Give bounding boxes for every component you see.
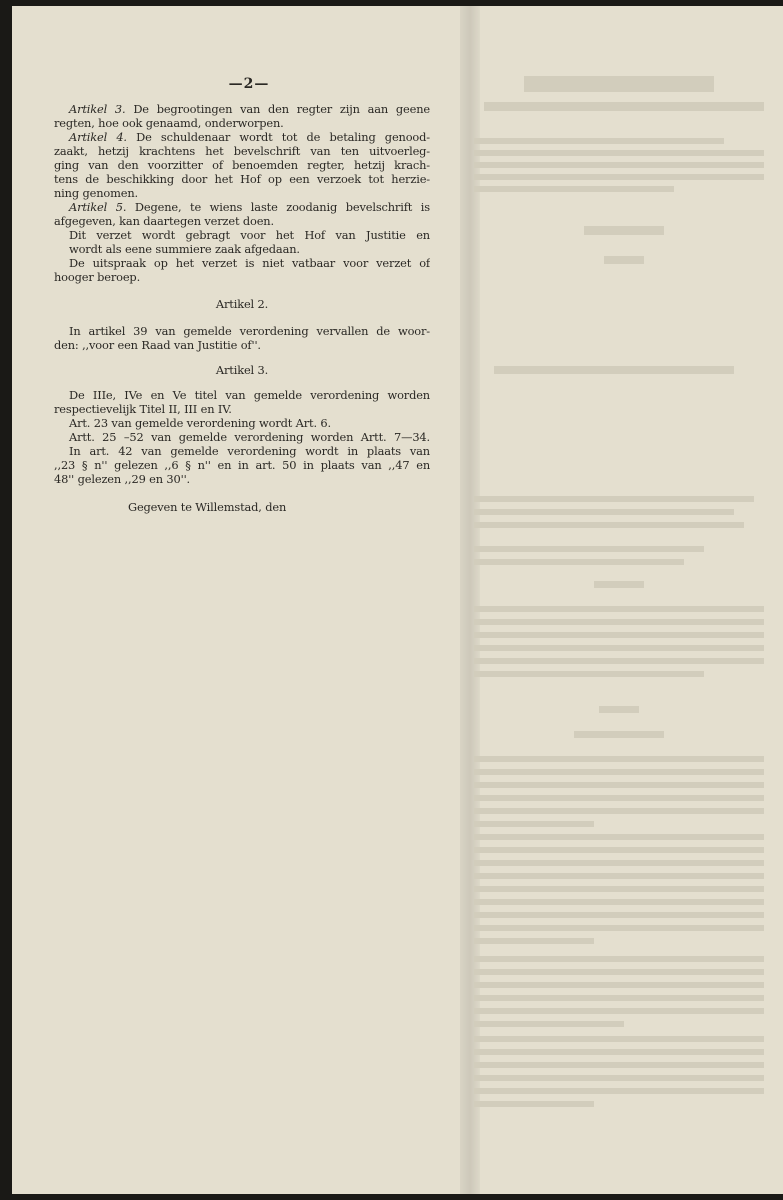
article-label: Artikel 3. (69, 102, 126, 116)
text-line: De uitspraak op het verzet is niet vatbaar voor verzet of (69, 256, 430, 270)
text-line (54, 130, 430, 144)
article-label: Artikel 4. (69, 130, 127, 144)
text-line: In art. 42 van gemelde verordening wordt in plaats van (69, 444, 430, 458)
text-line: zaakt, hetzij krachtens het bevelschrift van ten uitvoerleg- (54, 144, 430, 158)
show-through-lines (474, 66, 774, 1166)
artikel-3-heading: Artikel 3. (215, 363, 269, 377)
line-text: Degene, te wiens laste zoodanig bevelschrift is (126, 200, 430, 214)
document-page (12, 6, 783, 1194)
page-number: —2— (228, 76, 270, 92)
text-line: regten, hoe ook genaamd, onderworpen. (54, 116, 284, 130)
text-line: tens de beschikking door het Hof op een verzoek tot herzie- (54, 172, 430, 186)
closing-line: Gegeven te Willemstad, den (128, 500, 287, 514)
article-label: Artikel 5. (69, 200, 127, 214)
text-line: Dit verzet wordt gebragt voor het Hof van Justitie en (69, 228, 430, 242)
text-line: ,,23 § n'' gelezen ,,6 § n'' en in art. 50 in plaats van ,,47 en (54, 458, 430, 472)
text-line: De IIIe, IVe en Ve titel van gemelde verordening worden (69, 388, 430, 402)
text-line: Art. 23 van gemelde verordening wordt Art. 6. (69, 416, 331, 430)
text-line (54, 102, 430, 116)
line-text: De begrootingen van den regter zijn aan geene (125, 102, 430, 116)
text-line: ging van den voorzitter of benoemden regter, hetzij krach- (54, 158, 430, 172)
text-line: In artikel 39 van gemelde verordening vervallen de woor- (69, 324, 430, 338)
artikel-2-heading: Artikel 2. (215, 297, 269, 311)
line-text: De schuldenaar wordt tot de betaling genood- (126, 130, 430, 144)
text-line: hooger beroep. (54, 270, 141, 284)
text-line: afgegeven, kan daartegen verzet doen. (54, 214, 274, 228)
text-line: den: ,,voor een Raad van Justitie of''. (54, 338, 261, 352)
text-line: ning genomen. (54, 186, 139, 200)
text-line: wordt als eene summiere zaak afgedaan. (69, 242, 300, 256)
show-through-facing-page (474, 66, 774, 1170)
text-line: respectievelijk Titel II, III en IV. (54, 402, 232, 416)
text-line: 48'' gelezen ,,29 en 30''. (54, 472, 191, 486)
text-line (54, 200, 430, 214)
text-line: Artt. 25 –52 van gemelde verordening worden Artt. 7—34. (69, 430, 430, 444)
